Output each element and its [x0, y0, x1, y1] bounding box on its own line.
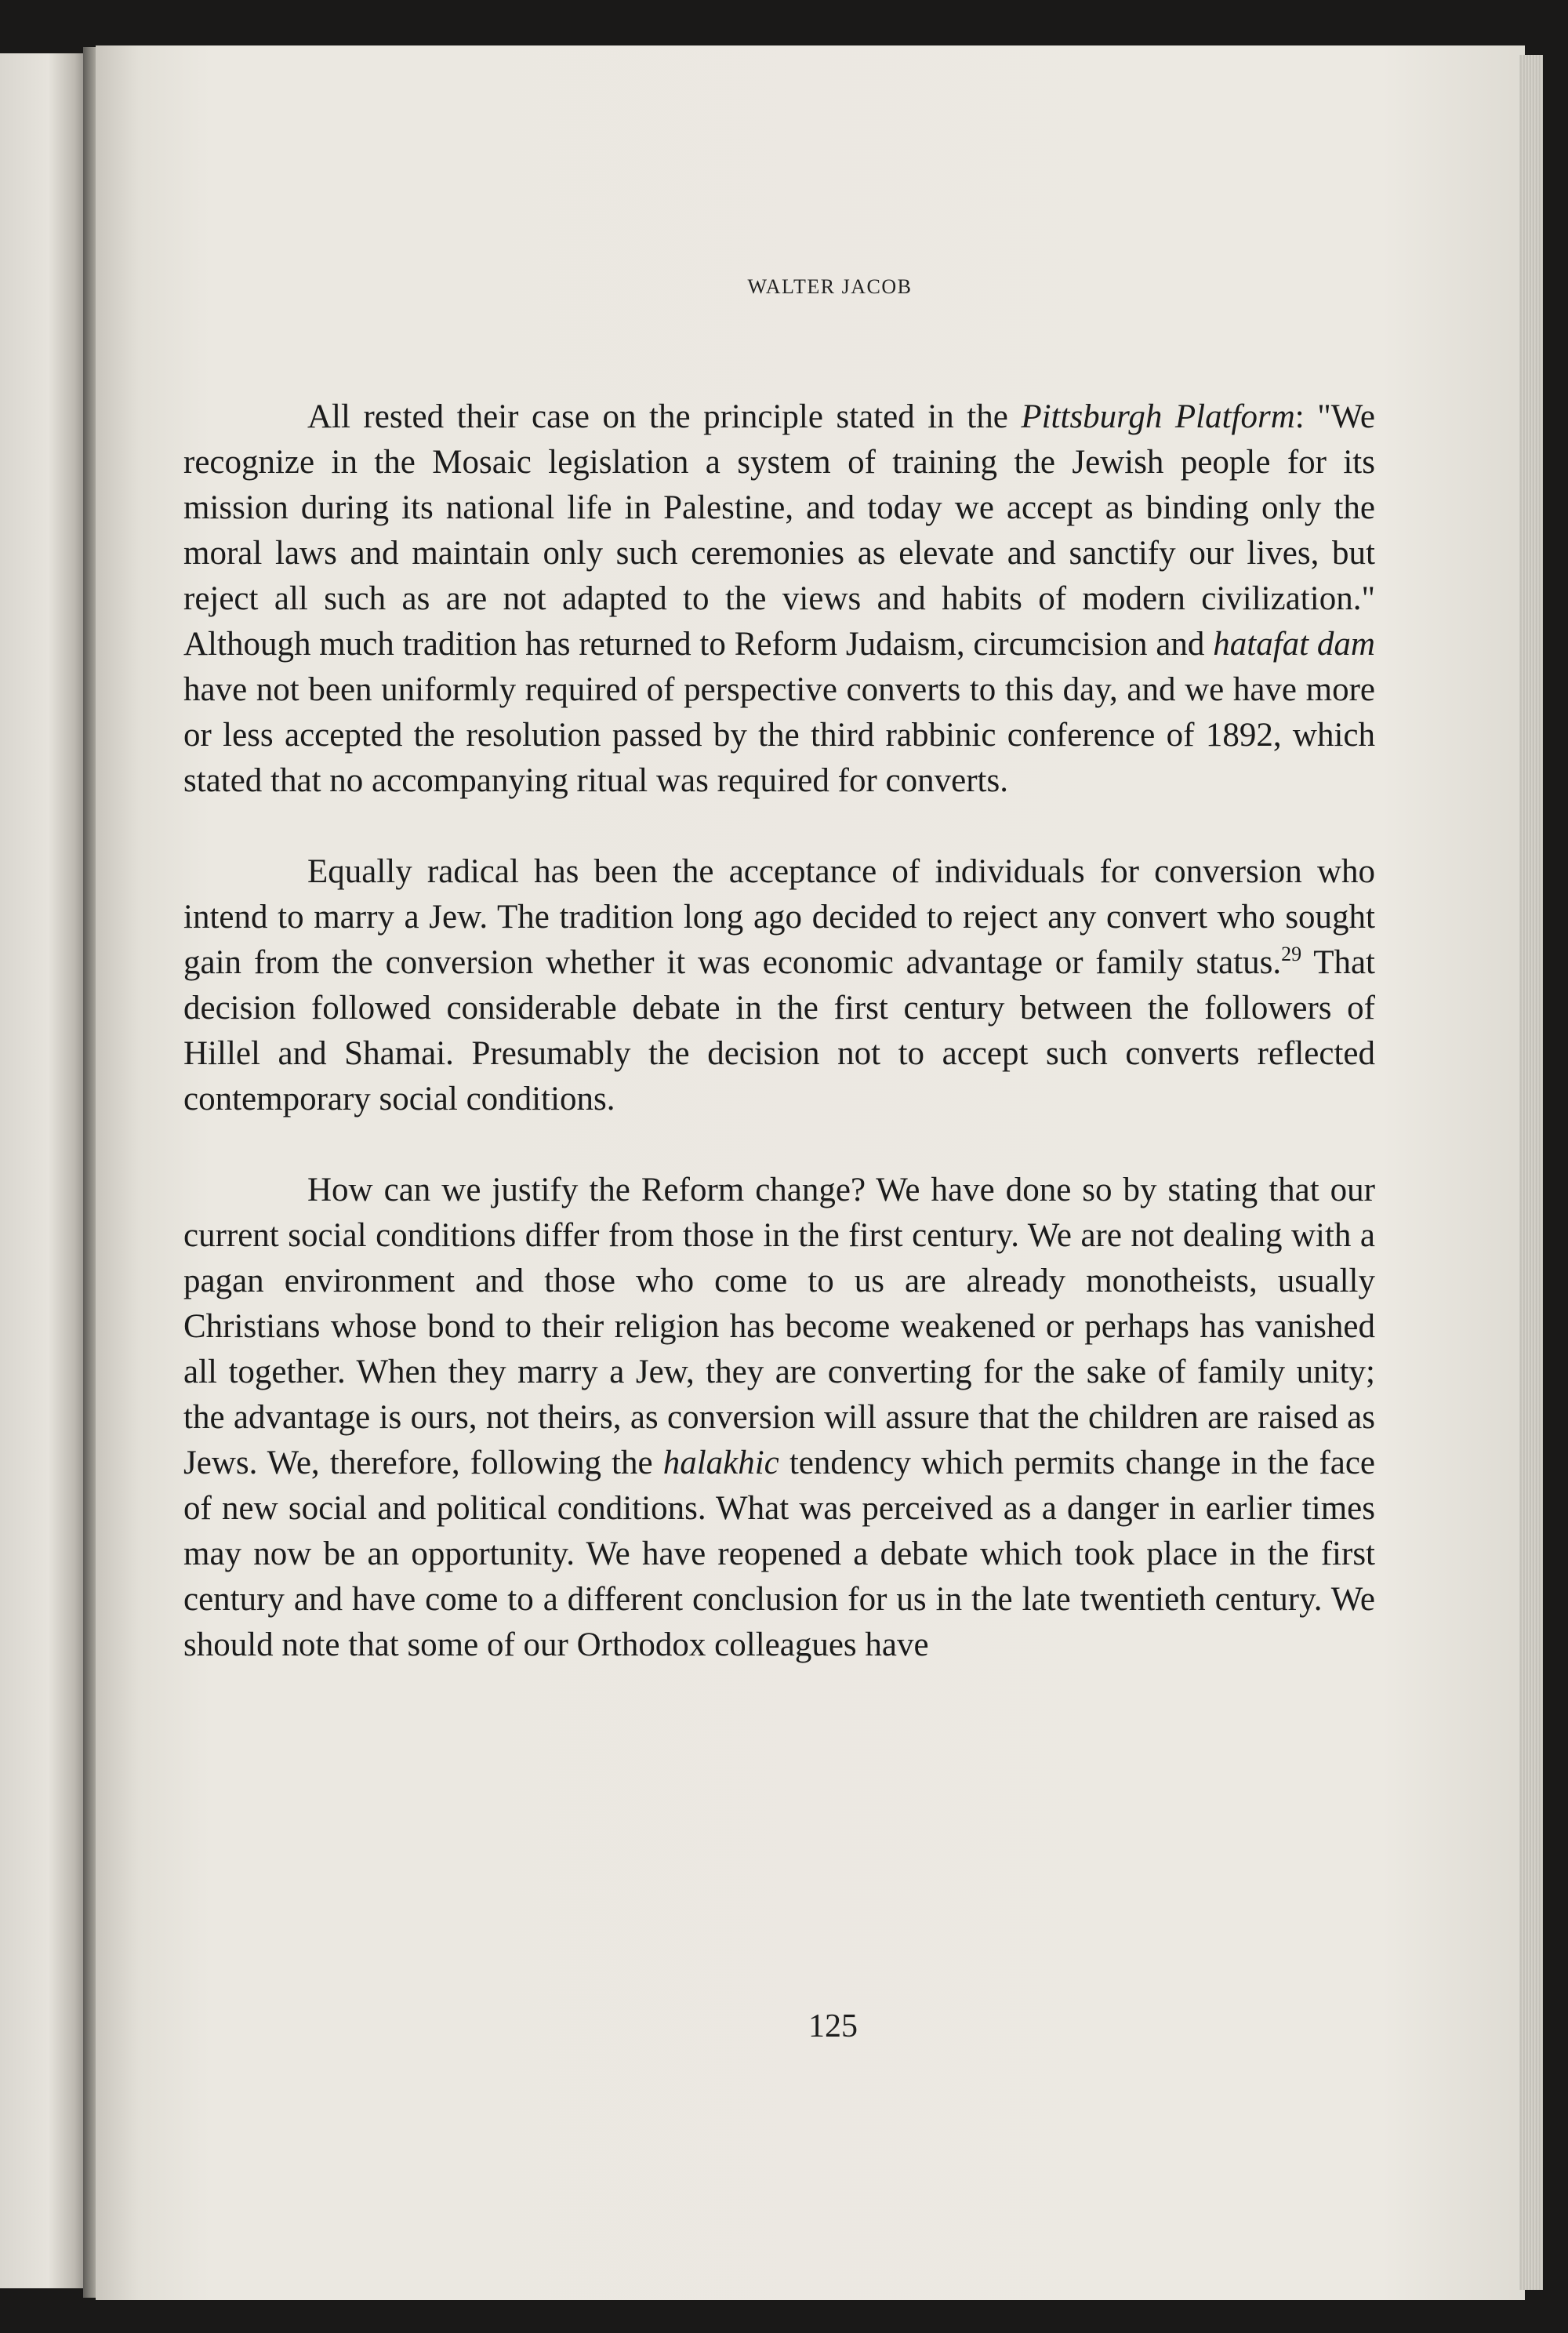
- paragraph-3-italic-halakhic: halakhic: [662, 1444, 779, 1481]
- paragraph-2: [183, 849, 1375, 1122]
- paragraph-1-italic-hatafat: hatafat dam: [1213, 626, 1375, 663]
- body-text: [183, 394, 1375, 1668]
- book-page: [96, 45, 1525, 2300]
- paragraph-1-text-a: All rested their case on the principle stated in the: [307, 398, 1022, 435]
- page-number: 125: [808, 2008, 858, 2044]
- footnote-marker: 29: [1281, 943, 1302, 965]
- paragraph-1: [183, 394, 1375, 804]
- paragraph-3-text-b: tendency which permits change in the face of new social and political conditions. What was perceived as a danger in earlier times may now be an opportunity. We have reopened a debate which took place in the first century and have come to a different conclusion for us in the late twentieth century. We should note that some of our Orthodox colleagues have: [183, 1444, 1375, 1663]
- paragraph-3: [183, 1168, 1375, 1668]
- paragraph-2-text-b: That decision followed considerable debate in the first century between the followers of Hillel and Shamai. Presumably the decision not to accept such converts reflected contemporary social conditions.: [183, 944, 1376, 1117]
- running-head: WALTER JACOB: [747, 275, 913, 298]
- paragraph-1-text-b: : "We recognize in the Mosaic legislation a system of training the Jewish people for its mission during its national life in Palestine, and today we accept as binding only the moral laws and maintain only such ceremonies as elevate and sanctify our lives, but reject all such as are not adapted to the views and habits of modern civilization." Although much tradition has returned to Reform Judaism, circumcision and: [183, 398, 1376, 663]
- paragraph-1-italic-pittsburgh: Pittsburgh Platform: [1021, 398, 1295, 435]
- paragraph-3-text-a: How can we justify the Reform change? We have done so by stating that our current social conditions differ from those in the first century. We are not dealing with a pagan environment and those who come to us are already monotheists, usually Christians whose bond to their religion has become weakened or perhaps has vanished all together. When they marry a Jew, they are converting for the sake of family unity; the advantage is ours, not theirs, as conversion will assure that the children are raised as Jews. We, therefore, following the: [183, 1172, 1375, 1481]
- paragraph-2-text-a: Equally radical has been the acceptance of individuals for conversion who intend to marry a Jew. The tradition long ago decided to reject any convert who sought gain from the conversion whether it was economic advantage or family status.: [183, 853, 1375, 981]
- paragraph-1-text-c: have not been uniformly required of perspective converts to this day, and we have more or less accepted the resolution passed by the third rabbinic conference of 1892, which stated that no accompanying ritual was required for converts.: [183, 671, 1375, 799]
- page-stack-edge: [1519, 55, 1543, 2290]
- facing-page-edge: [0, 53, 88, 2288]
